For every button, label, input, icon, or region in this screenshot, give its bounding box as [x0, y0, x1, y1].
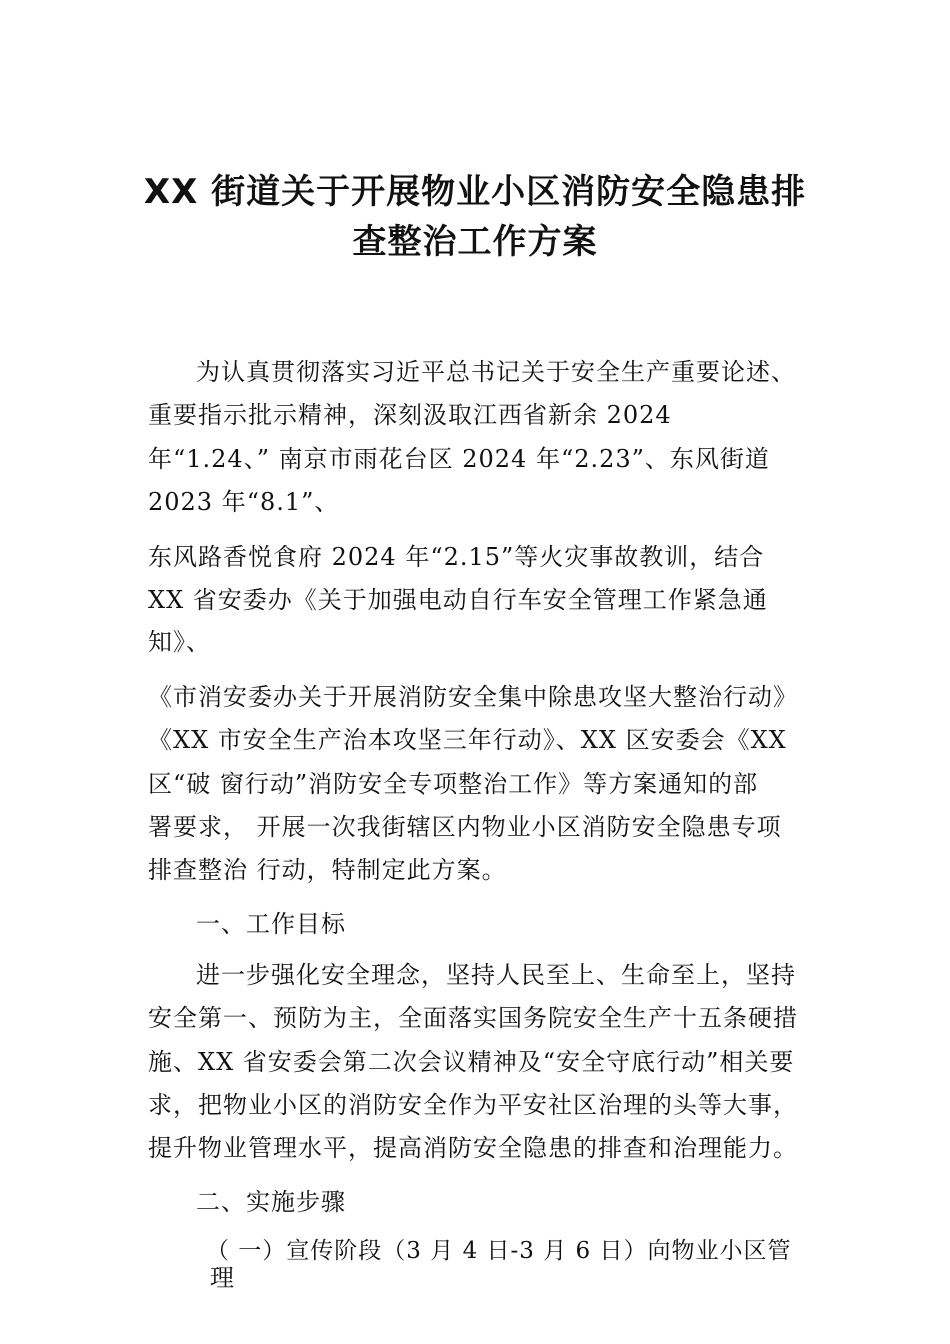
intro-line-1: 为认真贯彻落实习近平总书记关于安全生产重要论述、 — [196, 358, 796, 386]
intro-line-5: 东风路香悦食府 2024 年“2.15”等火灾事故教训，结合 — [148, 543, 765, 571]
section-heading-steps: 二、实施步骤 — [196, 1188, 346, 1216]
document-title-line-1: XX 街道关于开展物业小区消防安全隐患排 — [143, 172, 807, 212]
intro-line-8: 《市消安委办关于开展消防安全集中除患攻坚大整治行动》 — [148, 683, 798, 711]
intro-line-7: 知》、 — [148, 628, 211, 656]
document-title-line-2: 查整治工作方案 — [352, 222, 598, 262]
goals-line-1: 进一步强化安全理念，坚持人民至上、生命至上，坚持 — [196, 961, 796, 989]
goals-line-2: 安全第一、预防为主，全面落实国务院安全生产十五条硬措 — [148, 1004, 798, 1032]
intro-line-3: 年“1.24、” 南京市雨花台区 2024 年“2.23”、东风街道 — [148, 445, 770, 473]
intro-line-12: 排查整治 行动，特制定此方案。 — [148, 856, 507, 884]
intro-line-6: XX 省安委办《关于加强电动自行车安全管理工作紧急通 — [148, 586, 768, 614]
goals-line-3: 施、XX 省安委会第二次会议精神及“安全守底行动”相关要 — [148, 1048, 795, 1076]
intro-line-11: 署要求， 开展一次我街辖区内物业小区消防安全隐患专项 — [148, 813, 782, 841]
intro-line-9: 《XX 市安全生产治本攻坚三年行动》、XX 区安委会《XX — [148, 726, 787, 754]
steps-line-1: （ 一）宣传阶段（3 月 4 日-3 月 6 日）向物业小区管 — [206, 1238, 792, 1264]
goals-line-5: 提升物业管理水平，提高消防安全隐患的排查和治理能力。 — [148, 1134, 798, 1162]
section-heading-goals: 一、工作目标 — [196, 910, 346, 938]
goals-line-4: 求，把物业小区的消防安全作为平安社区治理的头等大事， — [148, 1091, 798, 1119]
intro-line-2: 重要指示批示精神，深刻汲取江西省新余 2024 — [148, 401, 672, 429]
intro-line-10: 区“破 窗行动”消防安全专项整治工作》等方案通知的部 — [148, 770, 759, 798]
intro-line-4: 2023 年“8.1”、 — [148, 488, 340, 516]
steps-line-2: 理 — [210, 1264, 235, 1292]
